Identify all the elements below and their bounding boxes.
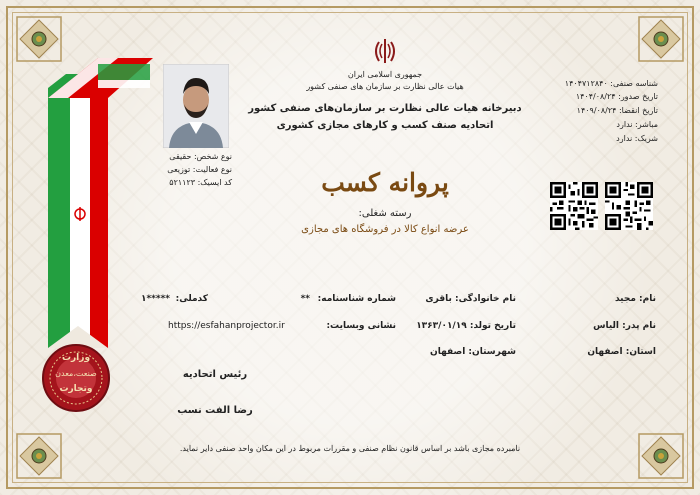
partner: شریک: ندارد (616, 134, 658, 143)
issue-date: تاریخ صدور: ۱۴۰۴/۰۸/۲۴ (575, 92, 658, 101)
person-type: نوع شخص: حقیقی (169, 152, 232, 161)
footer-note: نامبرده مجازی باشد بر اساس قانون نظام صنفی و مقررات مربوط در این مکان واحد صنفی دایر نماید. (179, 444, 521, 453)
corner-ornament-top-right (636, 14, 686, 64)
signature-name: رضا الفت نسب (177, 405, 253, 416)
manager: مباشر: ندارد (616, 120, 658, 129)
license-title: پروانه کسب (321, 168, 449, 197)
father-name: نام پدر: الیاس (593, 321, 656, 331)
city: شهرستان: اصفهان (430, 347, 516, 357)
signature-role: رئیس اتحادیه (182, 369, 248, 380)
flag-ribbon-icon (38, 58, 158, 348)
activity-type: نوع فعالیت: توزیعی (167, 165, 232, 174)
national-code-label: کدملی: (175, 294, 208, 304)
header-line-1: دبیرخانه هیات عالی نظارت بر سازمان‌های صنفی کشور (248, 103, 522, 114)
iran-emblem-icon (370, 36, 400, 66)
qr-code-left-icon (550, 182, 598, 230)
category-label: رسته شغلی: (358, 208, 412, 219)
id-number-value: ** (300, 294, 310, 304)
corner-ornament-bottom-left (14, 431, 64, 481)
seal-text-mid: صنعت،معدن (55, 369, 97, 378)
isic-code: کد ایسیک: ۵۲۱۱۲۳ (169, 178, 232, 187)
board-text: هیات عالی نظارت بر سازمان های صنفی کشور (306, 82, 464, 91)
id-number-label: شماره شناسنامه: (317, 294, 396, 304)
seal-text-top: وزارت (61, 353, 91, 363)
category-value: عرضه انواع کالا در فروشگاه های مجازی (301, 224, 469, 235)
website-label: نشانی وبسایت: (326, 321, 396, 331)
national-code-value: *****۱ (140, 294, 170, 304)
corner-ornament-top-left (14, 14, 64, 64)
guild-id: شناسه صنفی: ۱۴۰۴۷۱۲۸۴۰ (564, 79, 658, 88)
header-line-2: اتحادیه صنف کسب و کارهای مجازی کشوری (276, 120, 494, 131)
website-value[interactable]: https://esfahanprojector.ir (168, 321, 285, 331)
first-name: نام: مجید (614, 294, 656, 304)
applicant-photo (163, 64, 229, 148)
qr-code-right-icon (605, 182, 653, 230)
expiry-date: تاریخ انقضا: ۱۴۰۹/۰۸/۲۴ (576, 106, 658, 115)
birth-date: تاریخ تولد: ۱۳۶۳/۰۱/۱۹ (416, 321, 516, 331)
seal-text-bottom: وتجارت (59, 384, 93, 394)
republic-text: جمهوری اسلامی ایران (347, 70, 423, 79)
last-name: نام خانوادگی: باقری (425, 294, 516, 304)
province: استان: اصفهان (587, 347, 656, 357)
corner-ornament-bottom-right (636, 431, 686, 481)
